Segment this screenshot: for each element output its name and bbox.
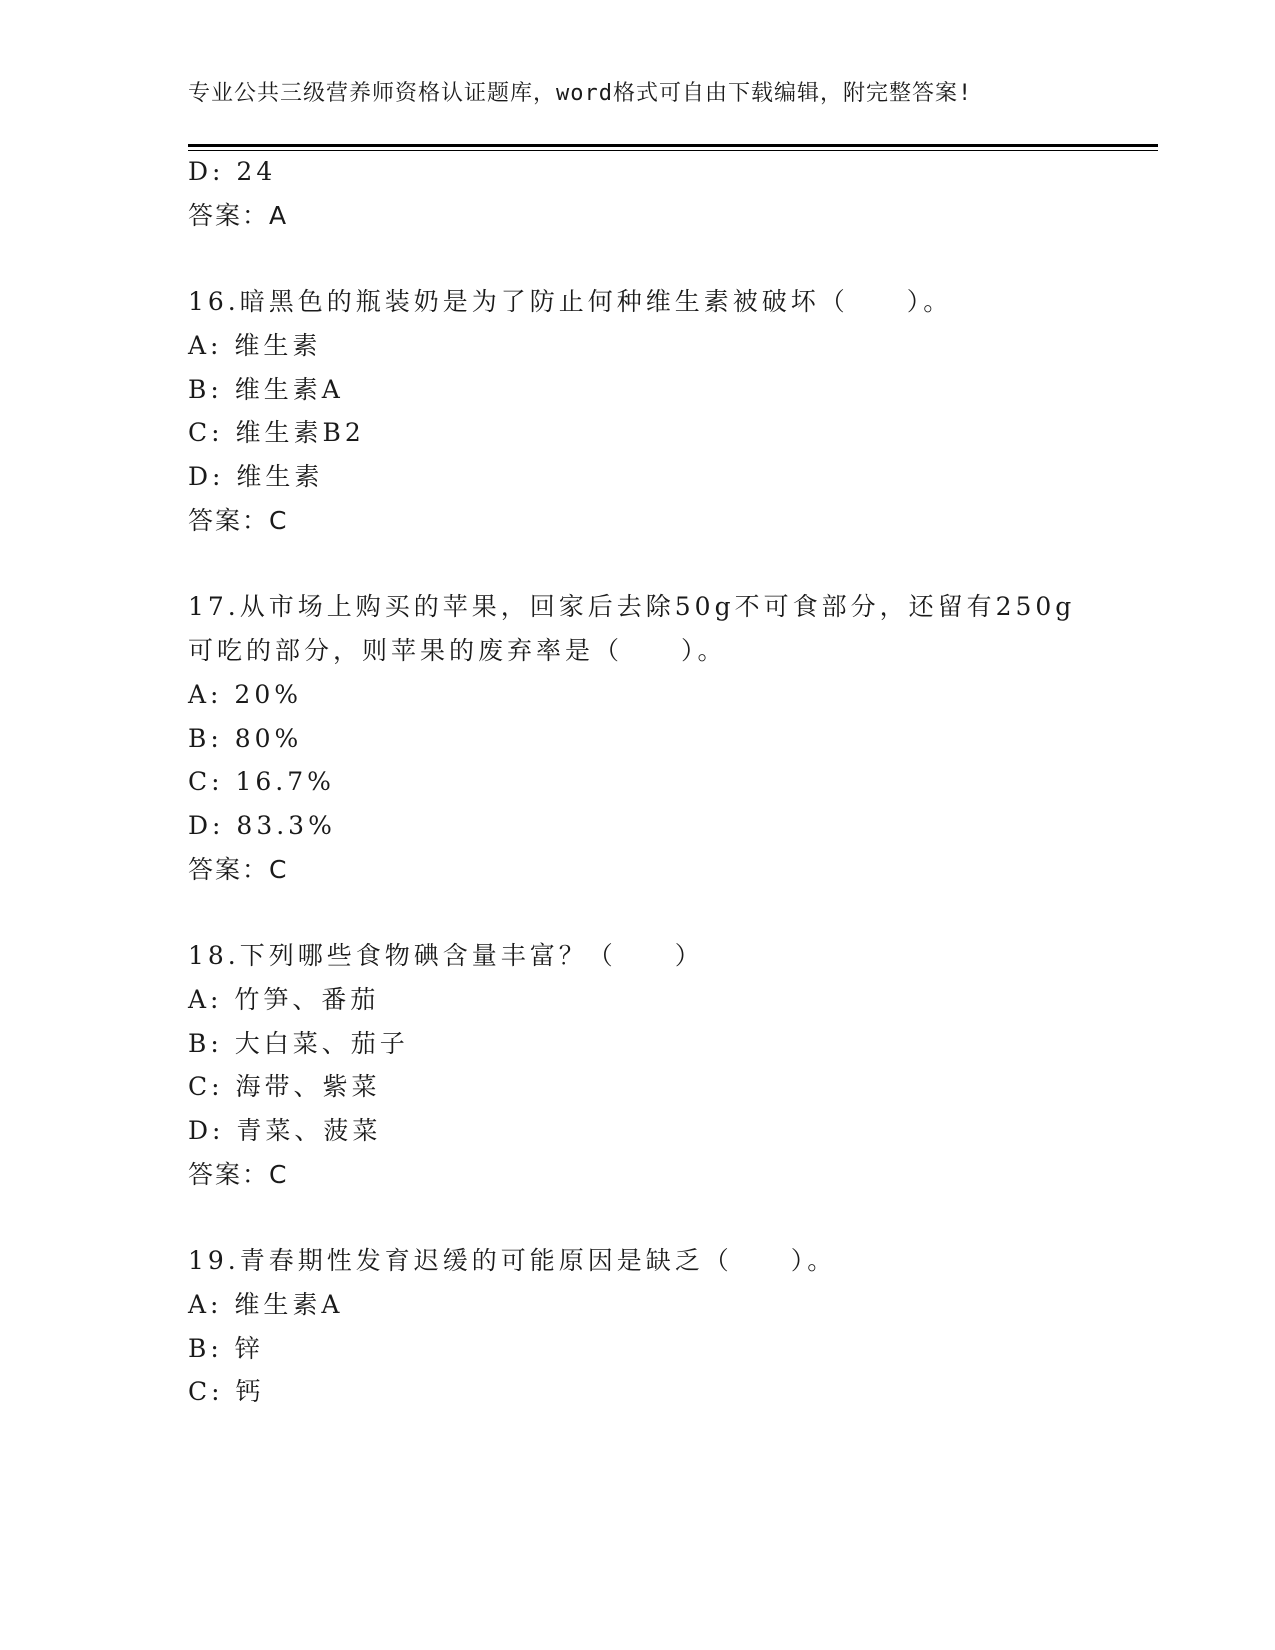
question-17-option-b: B: 80%	[188, 724, 303, 753]
question-18-option-d: D: 青菜、菠菜	[188, 1116, 382, 1145]
question-16-option-a: A: 维生素	[188, 331, 322, 360]
question-18-answer: 答案：C	[188, 1160, 289, 1189]
header-divider-thin	[188, 150, 1158, 151]
question-19-option-a: A: 维生素A	[188, 1290, 344, 1319]
question-19-option-b: B: 锌	[188, 1334, 264, 1363]
question-16-answer: 答案：C	[188, 506, 289, 535]
question-16-option-b: B: 维生素A	[188, 375, 344, 404]
prev-option-d: D: 24	[188, 157, 277, 186]
question-17-option-a: A: 20%	[188, 680, 302, 709]
question-17-answer: 答案：C	[188, 855, 289, 884]
question-17-stem-line-2: 可吃的部分，则苹果的废弃率是（ ）。	[188, 636, 727, 665]
question-17-option-d: D: 83.3%	[188, 811, 336, 840]
question-16-stem: 16.暗黑色的瓶装奶是为了防止何种维生素被破坏（ ）。	[188, 287, 953, 316]
question-17-stem-line-1: 17.从市场上购买的苹果，回家后去除50g不可食部分，还留有250g	[188, 592, 1076, 621]
question-17-option-c: C: 16.7%	[188, 767, 335, 796]
question-16-option-d: D: 维生素	[188, 462, 324, 491]
question-18-stem: 18.下列哪些食物碘含量丰富？（ ）	[188, 941, 704, 970]
question-18-option-b: B: 大白菜、茄子	[188, 1029, 409, 1058]
question-18-option-c: C: 海带、紫菜	[188, 1072, 381, 1101]
header-divider	[188, 144, 1158, 147]
page-header: 专业公共三级营养师资格认证题库，word格式可自由下载编辑，附完整答案!	[188, 81, 973, 106]
question-18-option-a: A: 竹笋、番茄	[188, 985, 380, 1014]
question-19-option-c: C: 钙	[188, 1377, 265, 1406]
prev-answer: 答案：A	[188, 201, 289, 230]
question-19-stem: 19.青春期性发育迟缓的可能原因是缺乏（ ）。	[188, 1246, 837, 1275]
question-16-option-c: C: 维生素B2	[188, 418, 365, 447]
